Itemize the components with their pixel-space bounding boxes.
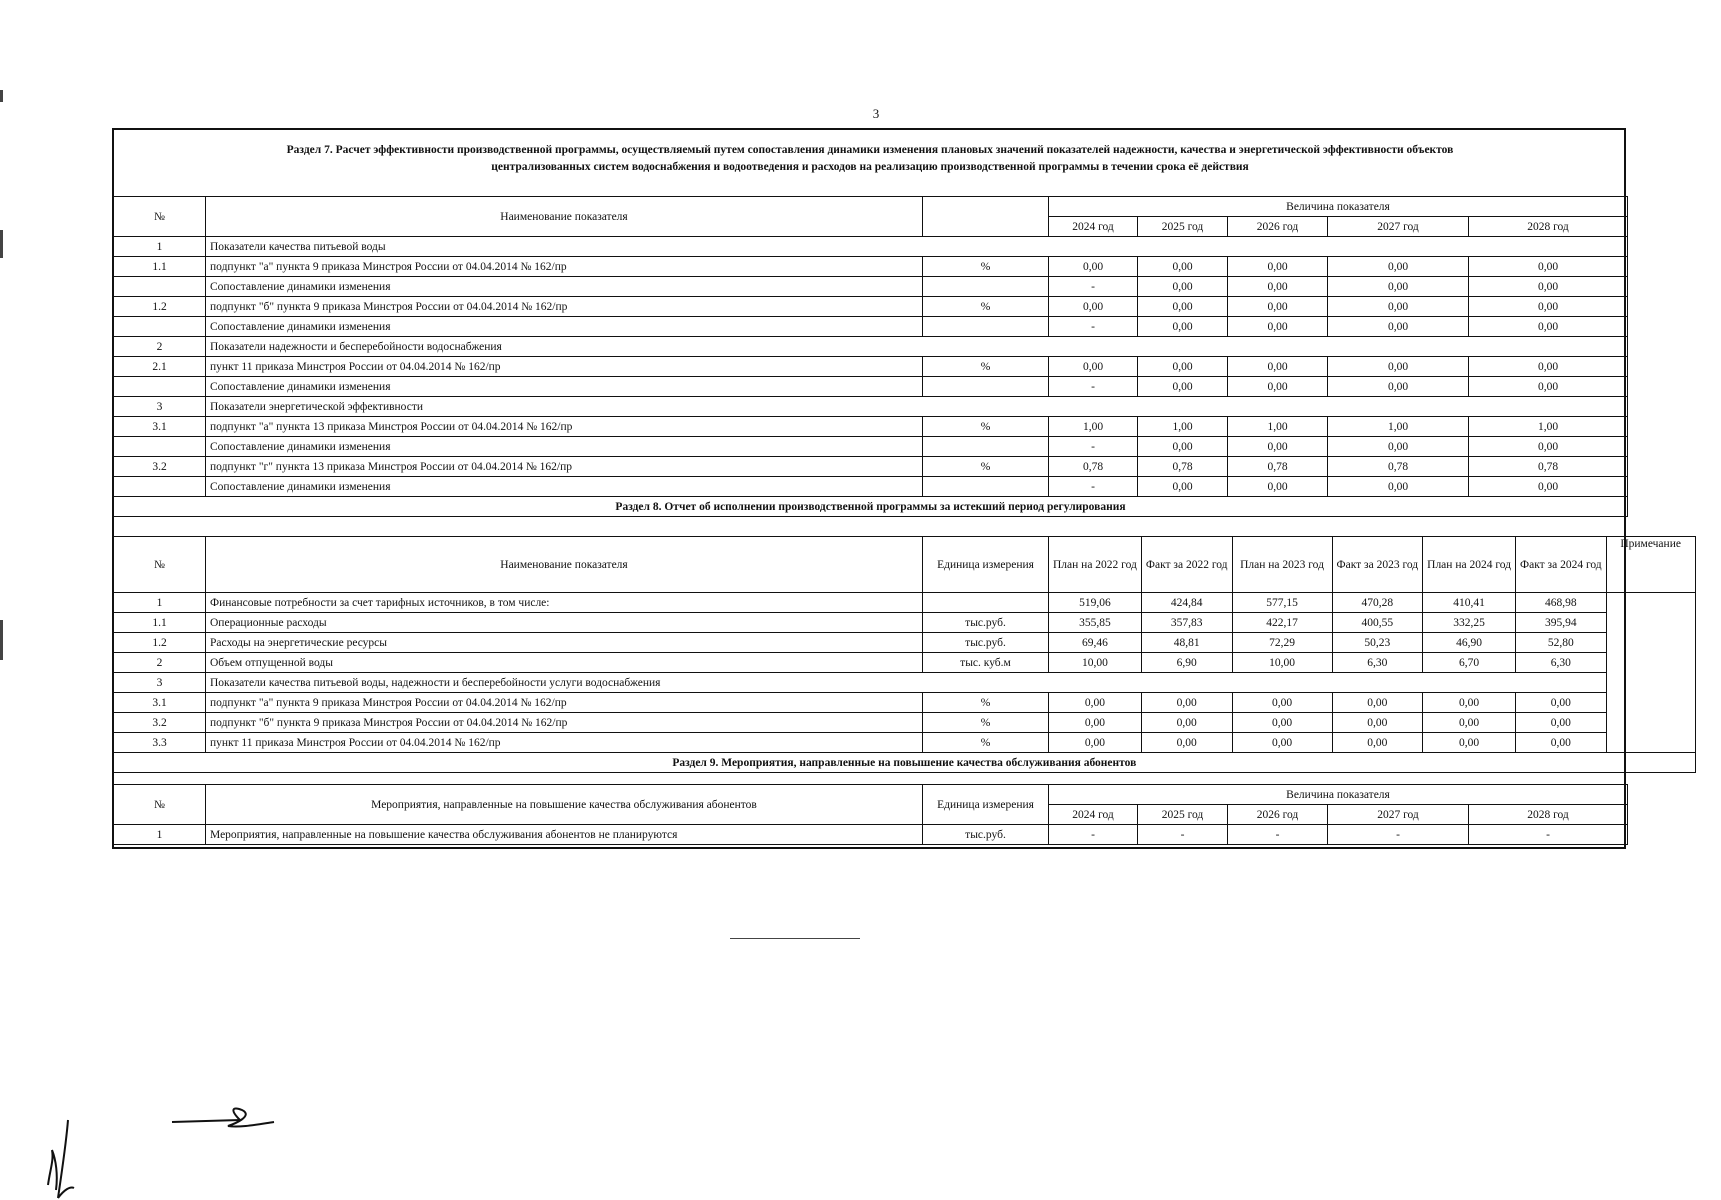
s9-header-unit: Единица измерения — [923, 785, 1049, 825]
s8-cell-value: 0,00 — [1049, 693, 1142, 713]
s7-row — [114, 337, 1628, 357]
s7-cell-value: 0,00 — [1469, 477, 1628, 497]
s8-cell-name: подпункт "а" пункта 9 приказа Минстроя России от 04.04.2014 № 162/пр — [206, 693, 923, 713]
s7-cell-value: 1,00 — [1228, 417, 1328, 437]
s8-header-unit: Единица измерения — [923, 537, 1049, 593]
s8-cell-group-name: Показатели качества питьевой воды, надежности и бесперебойности услуги водоснабжения — [206, 673, 1607, 693]
s7-header-name: Наименование показателя — [206, 197, 923, 237]
s8-cell-value: 72,29 — [1232, 633, 1332, 653]
s8-cell-value: 468,98 — [1516, 593, 1607, 613]
s7-row — [114, 297, 1628, 317]
s7-cell-value: 0,00 — [1228, 437, 1328, 457]
s8-cell-value: 6,90 — [1141, 653, 1232, 673]
s8-cell-no: 3.1 — [114, 693, 206, 713]
s7-cell-value: 0,00 — [1138, 277, 1228, 297]
s9-header-name: Мероприятия, направленные на повышение качества обслуживания абонентов — [206, 785, 923, 825]
s8-cell-value: 69,46 — [1049, 633, 1142, 653]
signature-mark — [170, 1100, 280, 1140]
s8-header-no: № — [114, 537, 206, 593]
s7-cell-value: 0,78 — [1228, 457, 1328, 477]
s7-cell-unit — [923, 477, 1049, 497]
s7-cell-value: 0,00 — [1469, 437, 1628, 457]
s7-cell-value: - — [1049, 277, 1138, 297]
section9-table — [113, 784, 1628, 845]
s7-cell-name: Сопоставление динамики изменения — [206, 377, 923, 397]
s8-header-col: Факт за 2022 год — [1141, 537, 1232, 593]
s9-header-value-group: Величина показателя — [1049, 785, 1628, 805]
s7-row — [114, 357, 1628, 377]
s7-cell-no — [114, 317, 206, 337]
section9-title: Раздел 9. Мероприятия, направленные на повышение качества обслуживания абонентов — [114, 753, 1696, 773]
s7-row — [114, 477, 1628, 497]
s7-row — [114, 397, 1628, 417]
s8-row — [114, 733, 1696, 753]
s8-cell-value: 422,17 — [1232, 613, 1332, 633]
s8-cell-value: 0,00 — [1141, 713, 1232, 733]
s8-cell-value: 400,55 — [1332, 613, 1423, 633]
s7-cell-value: 0,00 — [1328, 437, 1469, 457]
s7-header-unit — [923, 197, 1049, 237]
s7-cell-value: 0,00 — [1138, 257, 1228, 277]
s7-cell-value: 0,00 — [1328, 257, 1469, 277]
s8-cell-value: 48,81 — [1141, 633, 1232, 653]
s8-cell-value: 0,00 — [1141, 693, 1232, 713]
s7-cell-no: 3.1 — [114, 417, 206, 437]
s7-cell-value: 0,78 — [1469, 457, 1628, 477]
s8-cell-value: 10,00 — [1049, 653, 1142, 673]
s8-cell-value: 470,28 — [1332, 593, 1423, 613]
s8-row — [114, 633, 1696, 653]
s7-cell-value: 0,00 — [1328, 297, 1469, 317]
section7-title-line1: Раздел 7. Расчет эффективности производственной программы, осуществляемый путем сопоставления динамики изменения плановых значений показателей надежности, качества и энергетической эффективности объектов — [286, 144, 1454, 156]
s7-cell-unit: % — [923, 457, 1049, 477]
s7-cell-value: 0,00 — [1228, 357, 1328, 377]
s7-cell-value: 1,00 — [1138, 417, 1228, 437]
s8-header-col: Факт за 2023 год — [1332, 537, 1423, 593]
scan-edge-mark — [0, 230, 3, 258]
s7-header-value-group: Величина показателя — [1049, 197, 1628, 217]
s8-header-name: Наименование показателя — [206, 537, 923, 593]
s8-header-col: План на 2023 год — [1232, 537, 1332, 593]
s7-cell-value: 0,00 — [1228, 477, 1328, 497]
s7-cell-name: подпункт "а" пункта 9 приказа Минстроя России от 04.04.2014 № 162/пр — [206, 257, 923, 277]
s7-cell-value: 0,00 — [1228, 277, 1328, 297]
s7-cell-value: 0,00 — [1049, 297, 1138, 317]
s8-cell-value: 0,00 — [1332, 733, 1423, 753]
s7-cell-value: 0,00 — [1138, 477, 1228, 497]
s8-cell-value: 0,00 — [1232, 733, 1332, 753]
s7-cell-no — [114, 377, 206, 397]
s8-cell-value: 0,00 — [1049, 733, 1142, 753]
s7-cell-value: 0,00 — [1138, 357, 1228, 377]
scan-edge-mark — [0, 620, 3, 660]
s8-cell-value: 6,70 — [1423, 653, 1516, 673]
s8-cell-unit: % — [923, 693, 1049, 713]
s8-cell-name: Операционные расходы — [206, 613, 923, 633]
s7-cell-unit — [923, 377, 1049, 397]
s7-row — [114, 257, 1628, 277]
s7-cell-unit: % — [923, 297, 1049, 317]
s7-cell-name: Сопоставление динамики изменения — [206, 317, 923, 337]
s7-cell-no: 2.1 — [114, 357, 206, 377]
s7-cell-value: 0,78 — [1049, 457, 1138, 477]
s9-cell-value: - — [1138, 825, 1228, 845]
s8-cell-no: 3.3 — [114, 733, 206, 753]
s8-cell-value: 0,00 — [1332, 693, 1423, 713]
s9-header-year: 2024 год — [1049, 805, 1138, 825]
s9-header-year: 2027 год — [1328, 805, 1469, 825]
s7-cell-name: подпункт "г" пункта 13 приказа Минстроя России от 04.04.2014 № 162/пр — [206, 457, 923, 477]
s9-header-year: 2028 год — [1469, 805, 1628, 825]
s7-cell-no: 3 — [114, 397, 206, 417]
s7-cell-value: 0,00 — [1328, 317, 1469, 337]
s7-cell-value: 0,00 — [1469, 377, 1628, 397]
s7-row — [114, 317, 1628, 337]
s7-cell-unit: % — [923, 257, 1049, 277]
s9-cell-value: - — [1228, 825, 1328, 845]
s8-cell-name: Объем отпущенной воды — [206, 653, 923, 673]
s9-row — [114, 825, 1628, 845]
s8-cell-unit: тыс.руб. — [923, 633, 1049, 653]
s7-cell-value: 0,00 — [1328, 477, 1469, 497]
s9-header-year: 2026 год — [1228, 805, 1328, 825]
s8-cell-value: 6,30 — [1516, 653, 1607, 673]
s8-cell-no: 2 — [114, 653, 206, 673]
s8-cell-value: 50,23 — [1332, 633, 1423, 653]
s7-cell-value: 0,00 — [1049, 357, 1138, 377]
section7-title-line2: централизованных систем водоснабжения и водоотведения и расходов на реализацию производственной программы в течении срока её действия — [491, 161, 1249, 173]
s7-cell-value: 0,00 — [1138, 377, 1228, 397]
s9-header-no: № — [114, 785, 206, 825]
s8-cell-name: Расходы на энергетические ресурсы — [206, 633, 923, 653]
s9-cell-no: 1 — [114, 825, 206, 845]
s8-cell-value: 519,06 — [1049, 593, 1142, 613]
s8-cell-note — [1606, 593, 1695, 753]
s7-cell-value: 0,00 — [1469, 257, 1628, 277]
s8-cell-value: 6,30 — [1332, 653, 1423, 673]
s7-header-year: 2027 год — [1328, 217, 1469, 237]
s8-cell-value: 395,94 — [1516, 613, 1607, 633]
s8-cell-value: 0,00 — [1141, 733, 1232, 753]
s9-header-year: 2025 год — [1138, 805, 1228, 825]
s7-cell-value: 0,00 — [1228, 317, 1328, 337]
s8-cell-unit: тыс.руб. — [923, 613, 1049, 633]
signature-initials — [40, 1090, 100, 1200]
page-number: 3 — [872, 106, 880, 121]
s7-cell-value: 0,78 — [1138, 457, 1228, 477]
s9-cell-unit: тыс.руб. — [923, 825, 1049, 845]
s8-row — [114, 693, 1696, 713]
s8-cell-unit: % — [923, 733, 1049, 753]
s7-header-no: № — [114, 197, 206, 237]
s9-cell-value: - — [1049, 825, 1138, 845]
s7-cell-no: 1 — [114, 237, 206, 257]
s7-row — [114, 417, 1628, 437]
s7-cell-no — [114, 277, 206, 297]
section7-title — [130, 142, 1610, 176]
s7-cell-value: 0,00 — [1228, 257, 1328, 277]
s8-header-note: Примечание — [1606, 537, 1695, 593]
s8-cell-value: 355,85 — [1049, 613, 1142, 633]
s8-cell-value: 0,00 — [1423, 733, 1516, 753]
s7-cell-value: 0,00 — [1328, 357, 1469, 377]
s8-row — [114, 653, 1696, 673]
s8-cell-value: 0,00 — [1049, 713, 1142, 733]
s8-header-col: План на 2024 год — [1423, 537, 1516, 593]
s7-cell-value: 0,00 — [1228, 377, 1328, 397]
s7-cell-no: 2 — [114, 337, 206, 357]
s7-cell-value: 0,00 — [1138, 437, 1228, 457]
s7-cell-value: - — [1049, 317, 1138, 337]
s7-cell-value: 0,00 — [1138, 297, 1228, 317]
s7-cell-value: - — [1049, 377, 1138, 397]
s7-header-year: 2026 год — [1228, 217, 1328, 237]
s7-cell-value: 1,00 — [1328, 417, 1469, 437]
s7-cell-value: 0,00 — [1228, 297, 1328, 317]
s8-header-col: План на 2022 год — [1049, 537, 1142, 593]
s8-cell-value: 0,00 — [1232, 693, 1332, 713]
s7-cell-no: 3.2 — [114, 457, 206, 477]
s7-cell-unit — [923, 317, 1049, 337]
s7-cell-value: 1,00 — [1049, 417, 1138, 437]
s8-row — [114, 593, 1696, 613]
s8-cell-value: 0,00 — [1516, 733, 1607, 753]
s8-cell-value: 0,00 — [1232, 713, 1332, 733]
s8-cell-no: 1 — [114, 593, 206, 613]
s8-row — [114, 613, 1696, 633]
s7-cell-value: 0,00 — [1328, 377, 1469, 397]
s8-cell-no: 3 — [114, 673, 206, 693]
section7-table — [113, 196, 1628, 517]
s8-body — [114, 593, 1696, 753]
s8-cell-value: 0,00 — [1423, 713, 1516, 733]
s7-cell-value: 0,00 — [1469, 297, 1628, 317]
s8-cell-value: 52,80 — [1516, 633, 1607, 653]
s8-cell-value: 577,15 — [1232, 593, 1332, 613]
s7-cell-value: 0,00 — [1328, 277, 1469, 297]
s9-body — [114, 825, 1628, 845]
s8-cell-value: 357,83 — [1141, 613, 1232, 633]
s7-cell-name: пункт 11 приказа Минстроя России от 04.04.2014 № 162/пр — [206, 357, 923, 377]
s7-header-year: 2025 год — [1138, 217, 1228, 237]
s8-cell-value: 0,00 — [1516, 693, 1607, 713]
s7-cell-value: - — [1049, 477, 1138, 497]
s7-cell-name: подпункт "б" пункта 9 приказа Минстроя России от 04.04.2014 № 162/пр — [206, 297, 923, 317]
s8-cell-name: пункт 11 приказа Минстроя России от 04.04.2014 № 162/пр — [206, 733, 923, 753]
s8-cell-name: Финансовые потребности за счет тарифных источников, в том числе: — [206, 593, 923, 613]
s9-cell-value: - — [1328, 825, 1469, 845]
s7-row — [114, 437, 1628, 457]
s7-cell-value: 0,78 — [1328, 457, 1469, 477]
s7-cell-unit — [923, 277, 1049, 297]
s7-cell-no — [114, 477, 206, 497]
s8-header-col: Факт за 2024 год — [1516, 537, 1607, 593]
s8-cell-unit: тыс. куб.м — [923, 653, 1049, 673]
s8-row — [114, 713, 1696, 733]
s7-cell-value: 0,00 — [1469, 277, 1628, 297]
s8-cell-value: 0,00 — [1332, 713, 1423, 733]
s7-header-year: 2028 год — [1469, 217, 1628, 237]
section8-table — [113, 536, 1696, 773]
s8-cell-value: 10,00 — [1232, 653, 1332, 673]
scan-edge-mark — [0, 90, 3, 102]
s7-cell-value: 0,00 — [1469, 317, 1628, 337]
s7-cell-name: Сопоставление динамики изменения — [206, 277, 923, 297]
s8-cell-value: 0,00 — [1423, 693, 1516, 713]
s7-cell-value: 0,00 — [1138, 317, 1228, 337]
s7-cell-group-name: Показатели энергетической эффективности — [206, 397, 1628, 417]
s8-cell-no: 3.2 — [114, 713, 206, 733]
s7-cell-unit: % — [923, 417, 1049, 437]
s7-cell-no — [114, 437, 206, 457]
s8-cell-value: 46,90 — [1423, 633, 1516, 653]
s7-body — [114, 237, 1628, 497]
s8-row — [114, 673, 1696, 693]
s7-cell-group-name: Показатели качества питьевой воды — [206, 237, 1628, 257]
section8-title: Раздел 8. Отчет об исполнении производственной программы за истекший период регулирования — [114, 497, 1628, 517]
s8-cell-value: 410,41 — [1423, 593, 1516, 613]
s7-row — [114, 457, 1628, 477]
s7-cell-value: - — [1049, 437, 1138, 457]
s7-cell-unit — [923, 437, 1049, 457]
s7-header-year: 2024 год — [1049, 217, 1138, 237]
s7-cell-unit: % — [923, 357, 1049, 377]
s8-cell-no: 1.2 — [114, 633, 206, 653]
s7-row — [114, 377, 1628, 397]
s7-cell-name: Сопоставление динамики изменения — [206, 477, 923, 497]
s7-cell-value: 0,00 — [1049, 257, 1138, 277]
s8-cell-name: подпункт "б" пункта 9 приказа Минстроя России от 04.04.2014 № 162/пр — [206, 713, 923, 733]
s9-cell-name: Мероприятия, направленные на повышение качества обслуживания абонентов не планируются — [206, 825, 923, 845]
s7-row — [114, 277, 1628, 297]
s7-cell-value: 1,00 — [1469, 417, 1628, 437]
s7-cell-name: подпункт "а" пункта 13 приказа Минстроя России от 04.04.2014 № 162/пр — [206, 417, 923, 437]
s8-cell-no: 1.1 — [114, 613, 206, 633]
s7-cell-value: 0,00 — [1469, 357, 1628, 377]
s8-cell-unit — [923, 593, 1049, 613]
s8-cell-value: 424,84 — [1141, 593, 1232, 613]
s7-row — [114, 237, 1628, 257]
s7-cell-no: 1.1 — [114, 257, 206, 277]
s7-cell-no: 1.2 — [114, 297, 206, 317]
separator-line — [730, 938, 860, 939]
s9-cell-value: - — [1469, 825, 1628, 845]
s8-cell-value: 0,00 — [1516, 713, 1607, 733]
s8-cell-unit: % — [923, 713, 1049, 733]
s7-cell-name: Сопоставление динамики изменения — [206, 437, 923, 457]
s7-cell-group-name: Показатели надежности и бесперебойности водоснабжения — [206, 337, 1628, 357]
s8-cell-value: 332,25 — [1423, 613, 1516, 633]
